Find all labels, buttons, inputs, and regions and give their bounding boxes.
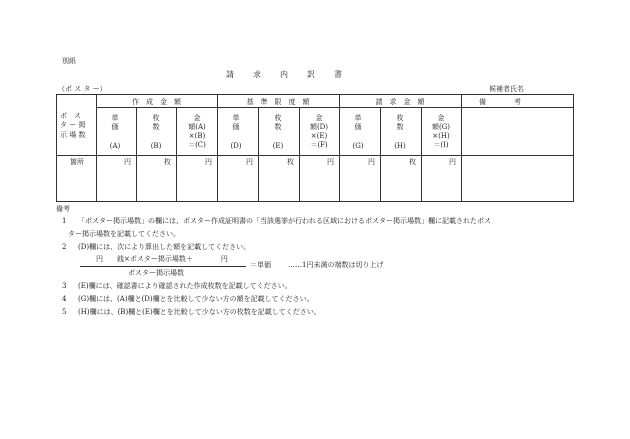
formula-result: ＝単価 <box>250 261 271 269</box>
subheader-char: 額(G) <box>431 123 451 132</box>
formula-note: ……1円未満の端数は切り上げ <box>288 261 384 269</box>
subheader-quantity-e <box>263 114 293 151</box>
unit-yen: 円 <box>124 158 131 166</box>
subheader-char: 価 <box>354 123 362 132</box>
subheader-char: ×(E) <box>310 132 328 141</box>
subheader-quantity-b <box>141 114 171 151</box>
subheader-unit-price-d <box>221 114 251 151</box>
subheader-code: (D) <box>230 142 242 151</box>
subheader-code: ＝(F) <box>310 141 328 150</box>
subheader-char: 数 <box>274 123 282 132</box>
note-4-text: (G)欄には、(A)欄と(D)欄とを比較して少ない方の額を記載してください。 <box>78 295 314 303</box>
subheader-code: (E) <box>272 142 284 151</box>
subheader-char: 単 <box>354 114 362 122</box>
subheader-char: 枚 <box>152 114 160 122</box>
table-line-header <box>56 155 574 156</box>
subheader-amount-f <box>301 114 337 150</box>
notes-heading: 備考 <box>56 205 70 213</box>
unit-yen: 円 <box>327 158 334 166</box>
header-standard-limit: 基 準 限 度 額 <box>246 98 310 106</box>
table-border-top <box>56 94 574 95</box>
subheader-char: 数 <box>152 123 160 132</box>
subheader-code: (A) <box>109 142 121 151</box>
subheader-unit-price-g <box>343 114 373 151</box>
unit-sheets: 枚 <box>164 158 171 166</box>
note-number: 3 <box>62 282 67 290</box>
table-line-group <box>96 107 574 108</box>
table-col-line <box>380 107 381 201</box>
note-number: 2 <box>62 243 67 251</box>
table-col-line <box>258 107 259 201</box>
table-border-right <box>573 94 574 201</box>
subheader-char: 価 <box>232 123 240 132</box>
unit-yen: 円 <box>246 158 253 166</box>
note-1-line-2: ター掲示場数を記載してください。 <box>68 230 180 238</box>
subheader-char: 額(D) <box>309 123 329 132</box>
subheader-char: 単 <box>232 114 240 122</box>
unit-sheets: 枚 <box>409 158 416 166</box>
subheader-char: ×(H) <box>432 132 450 141</box>
unit-sites: 箇所 <box>70 158 84 166</box>
subheader-char: 額(A) <box>188 123 206 132</box>
table-col-line <box>217 94 218 201</box>
formula-fraction-line <box>80 266 246 267</box>
table-col-line <box>96 94 97 201</box>
note-number: 4 <box>62 295 67 303</box>
subheader-code: (G) <box>352 142 364 151</box>
subheader-char: 金 <box>193 114 201 122</box>
subheader-char: 価 <box>111 123 119 132</box>
note-1-line-1: 「ポスター掲示場数」の欄には、ポスター作成証明書の「当該選挙が行われる区域におけるポスター掲示場数」欄に記載されたポス <box>78 217 491 225</box>
formula-denominator: ポスター掲示場数 <box>128 269 184 277</box>
subheader-code: (H) <box>394 142 406 151</box>
subheader-char: 数 <box>396 123 404 132</box>
subheader-unit-price-a <box>100 114 130 151</box>
subheader-char: 金 <box>315 114 323 122</box>
table-col-line <box>461 94 462 201</box>
table-border-left <box>56 94 57 201</box>
subheader-char: ×(B) <box>188 132 206 141</box>
subheader-char: 枚 <box>396 114 404 122</box>
note-3-text: (E)欄には、確認書により確認された作成枚数を記載してください。 <box>78 282 292 290</box>
document-title: 請 求 内 訳 書 <box>226 70 343 79</box>
header-remarks: 備 考 <box>479 98 521 106</box>
candidate-name-label: 候補者氏名 <box>489 85 524 93</box>
formula-numerator: 円 銭×ポスター掲示場数＋ 円 <box>96 255 228 263</box>
table-col-line <box>339 94 340 201</box>
header-claim-amount: 請 求 金 額 <box>375 98 425 106</box>
subheader-amount-i <box>423 114 459 150</box>
unit-sheets: 枚 <box>287 158 294 166</box>
subheader-quantity-h <box>385 114 415 151</box>
subheader-code: ＝(I) <box>433 141 449 150</box>
subheader-char: 枚 <box>274 114 282 122</box>
unit-yen: 円 <box>368 158 375 166</box>
subheader-char: 金 <box>437 114 445 122</box>
note-2-text: (D)欄には、次により算出した額を記載してください。 <box>78 243 251 251</box>
table-border-bottom <box>56 201 574 202</box>
note-5-text: (H)欄には、(B)欄と(E)欄とを比較して少ない方の枚数を記載してください。 <box>78 308 321 316</box>
note-number: 1 <box>62 217 67 225</box>
unit-yen: 円 <box>205 158 212 166</box>
annex-label: 別紙 <box>62 57 76 65</box>
unit-yen: 円 <box>449 158 456 166</box>
subheader-code: (B) <box>150 142 162 151</box>
subheader-amount-c <box>179 114 215 150</box>
note-number: 5 <box>62 308 67 316</box>
table-col-line <box>176 107 177 201</box>
table-col-line <box>421 107 422 201</box>
table-col-line <box>136 107 137 201</box>
table-col-line <box>299 107 300 201</box>
subheader-char: 単 <box>111 114 119 122</box>
row-header-poster-sites: ポ ス タ ー 掲 示 場 数 <box>60 112 86 139</box>
header-production-amount: 作 成 金 額 <box>132 98 181 106</box>
subheader-code: ＝(C) <box>188 141 206 150</box>
document-subtitle: （ポ ス タ ー） <box>58 85 107 93</box>
